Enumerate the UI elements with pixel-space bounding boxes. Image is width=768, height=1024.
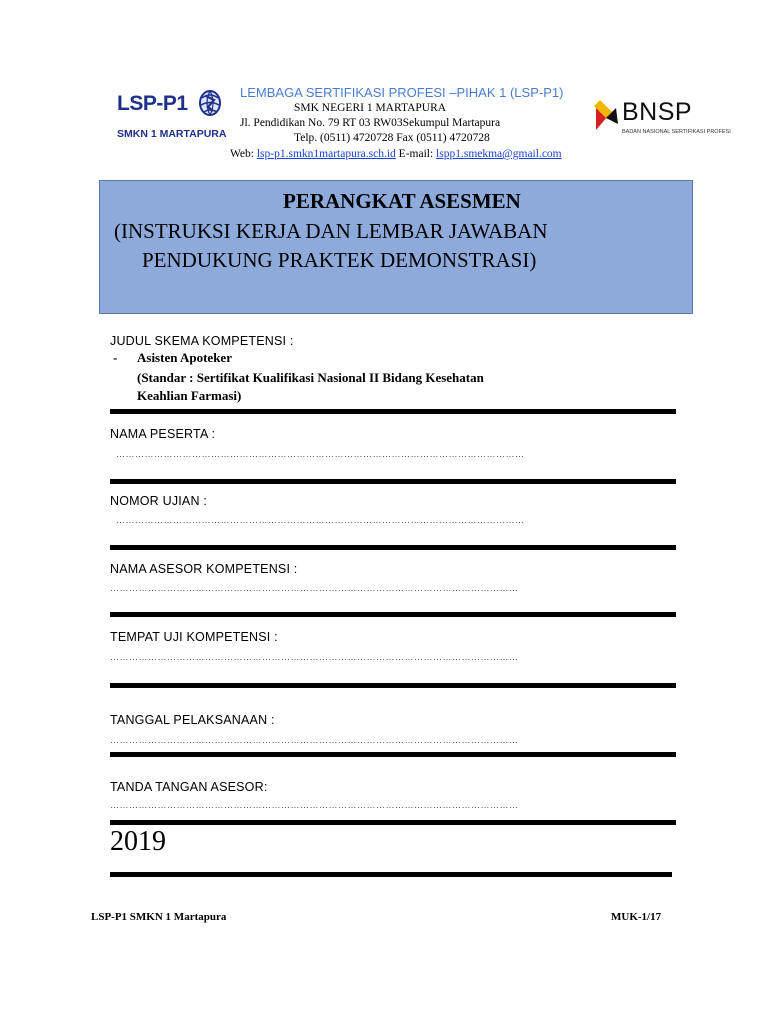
title-box: [99, 180, 693, 314]
footer-left: LSP-P1 SMKN 1 Martapura: [91, 911, 227, 923]
skema-dash: -: [113, 350, 118, 365]
title-line-2: (INSTRUKSI KERJA DAN LEMBAR JAWABAN: [114, 219, 548, 243]
school-name: SMK NEGERI 1 MARTAPURA: [294, 102, 447, 114]
skema-label: JUDUL SKEMA KOMPETENSI :: [110, 334, 294, 348]
web-label: Web:: [230, 148, 257, 160]
assessor-signature-label: TANDA TANGAN ASESOR:: [110, 780, 268, 794]
divider: [110, 872, 672, 877]
participant-name-label: NAMA PESERTA :: [110, 427, 216, 441]
divider: [110, 409, 676, 414]
email-label: E-mail:: [395, 148, 437, 160]
date-field[interactable]: …………………………………………………………………………………………………………………: [110, 735, 519, 745]
year: 2019: [110, 826, 166, 857]
date-label: TANGGAL PELAKSANAAN :: [110, 713, 275, 727]
globe-icon: [197, 88, 223, 118]
assessor-name-field[interactable]: …………………………………………………………………………………………………………………: [110, 583, 519, 593]
skema-standard-line-2: Keahlian Farmasi): [137, 388, 242, 403]
logo-right-subtitle: BADAN NASIONAL SERTIFIKASI PROFESI: [622, 129, 731, 135]
participant-name-field[interactable]: …………………………………………………………………………………………………………………: [116, 449, 525, 459]
title-line-1: PERANGKAT ASESMEN: [283, 189, 521, 213]
website-link[interactable]: lsp-p1.smkn1martapura.sch.id: [256, 148, 396, 160]
test-location-field[interactable]: …………………………………………………………………………………………………………………: [110, 652, 519, 662]
assessor-name-label: NAMA ASESOR KOMPETENSI :: [110, 562, 298, 576]
divider: [110, 683, 676, 688]
divider: [110, 545, 676, 550]
exam-number-label: NOMOR UJIAN :: [110, 494, 208, 508]
divider: [110, 820, 676, 825]
footer-right: MUK-1/17: [611, 911, 662, 923]
bnsp-logo: [592, 96, 731, 142]
lsp-p1-logo: [113, 86, 225, 148]
divider: [110, 479, 676, 484]
skema-name: Asisten Apoteker: [137, 350, 232, 365]
title-line-3: PENDUKUNG PRAKTEK DEMONSTRASI): [142, 248, 537, 272]
bnsp-emblem-icon: [592, 96, 622, 136]
logo-left-text: LSP-P1: [117, 92, 188, 115]
assessor-signature-field[interactable]: …………………………………………………………………………………………………………………: [110, 800, 519, 810]
organization-name: LEMBAGA SERTIFIKASI PROFESI –PIHAK 1 (LSP-P1): [240, 85, 564, 100]
exam-number-field[interactable]: …………………………………………………………………………………………………………………: [116, 515, 525, 525]
logo-left-subtitle: SMKN 1 MARTAPURA: [117, 128, 227, 140]
logo-right-text: BNSP: [622, 98, 693, 126]
contact-line: [230, 148, 562, 160]
school-address: Jl. Pendidikan No. 79 RT 03 RW03Sekumpul Martapura: [240, 117, 501, 129]
school-phone: Telp. (0511) 4720728 Fax (0511) 4720728: [294, 132, 490, 144]
test-location-label: TEMPAT UJI KOMPETENSI :: [110, 630, 278, 644]
skema-standard-line-1: (Standar : Sertifikat Kualifikasi Nasional II Bidang Kesehatan: [137, 370, 484, 385]
email-link[interactable]: lspp1.smekma@gmail.com: [436, 148, 562, 160]
divider: [110, 612, 676, 617]
divider: [110, 752, 676, 757]
